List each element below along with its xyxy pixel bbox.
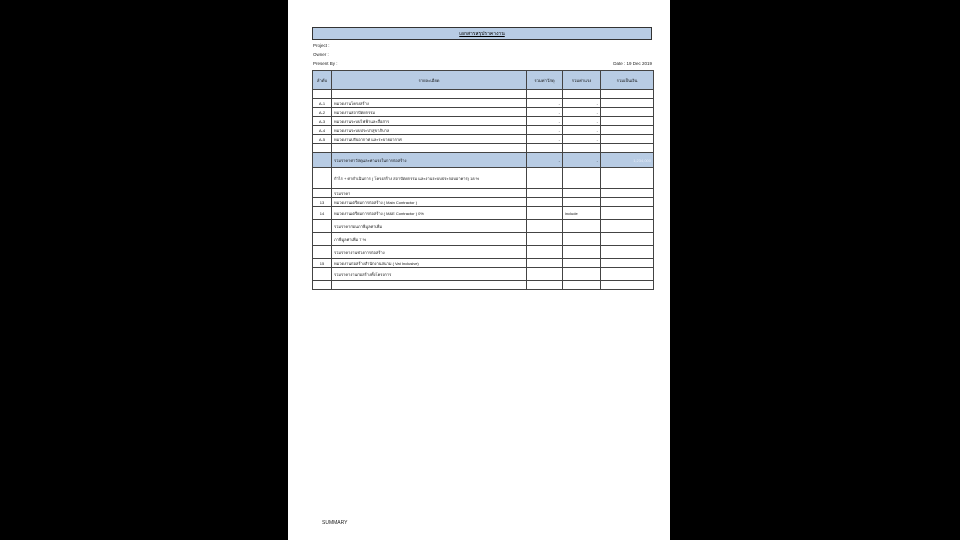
table-row [313, 126, 654, 135]
cell-labor [563, 259, 601, 268]
cell-empty [601, 281, 654, 290]
cell-labor [563, 220, 601, 233]
cell-description: หมวดงานโครงสร้าง [332, 99, 527, 108]
table-row [313, 117, 654, 126]
table-row [313, 198, 654, 207]
blank-row [313, 144, 654, 153]
cell-empty [601, 144, 654, 153]
table-header-row [313, 71, 654, 90]
cell-empty [332, 144, 527, 153]
subtotal-row [313, 153, 654, 168]
project-label: Project : [313, 43, 330, 48]
cell-empty [563, 144, 601, 153]
cell-description: รวมราคา [332, 189, 527, 198]
table-row [313, 189, 654, 198]
cell-total [601, 135, 654, 144]
header-material: รวมค่าวัสดุ [527, 71, 563, 90]
cell-total [601, 168, 654, 189]
table-row [313, 99, 654, 108]
cell-material [527, 189, 563, 198]
header-total: รวมเป็นเงิน [601, 71, 654, 90]
cell-no [313, 233, 332, 246]
owner-label: Owner : [313, 52, 329, 57]
cell-empty [527, 144, 563, 153]
cell-total [601, 189, 654, 198]
cell-description: รวมราคางานช่วงการก่อสร้าง [332, 246, 527, 259]
cell-material [527, 168, 563, 189]
cell-material: - [527, 117, 563, 126]
cell-total [601, 207, 654, 220]
document-page [288, 0, 670, 540]
table-row [313, 207, 654, 220]
cell-labor [563, 168, 601, 189]
cell-description: หมวดงานเตรียมการก่อสร้าง ( M&E Contractor ) 0% [332, 207, 527, 220]
subtotal-description: รวมราคาค่าวัสดุและค่าแรงในการก่อสร้าง [332, 153, 527, 168]
blank-row [313, 281, 654, 290]
cell-labor: include [563, 207, 601, 220]
cell-no: 13 [313, 198, 332, 207]
cell-material [527, 220, 563, 233]
cell-material [527, 268, 563, 281]
table-row [313, 108, 654, 117]
cell-no [313, 246, 332, 259]
footer-summary: SUMMARY [322, 520, 348, 526]
cell-description: หมวดงานเตรียมการก่อสร้าง ( Main Contractor ) [332, 198, 527, 207]
cell-no: A-1 [313, 99, 332, 108]
header-no: ลำดับ [313, 71, 332, 90]
cell-total [601, 108, 654, 117]
cell-empty [313, 281, 332, 290]
cell-no: A-5 [313, 135, 332, 144]
table-row [313, 246, 654, 259]
summary-table [312, 70, 654, 290]
table-row [313, 135, 654, 144]
cell-no [313, 153, 332, 168]
cell-description: หมวดงานระบบไฟฟ้าและสื่อสาร [332, 117, 527, 126]
cell-material [527, 259, 563, 268]
cell-total [601, 126, 654, 135]
cell-labor [563, 233, 601, 246]
cell-total [601, 198, 654, 207]
cell-material: - [527, 126, 563, 135]
cell-total [601, 99, 654, 108]
cell-description: รวมราคาก่อนภาษีมูลค่าเพิ่ม [332, 220, 527, 233]
cell-labor [563, 198, 601, 207]
present-by-label: Present By : [313, 61, 338, 66]
cell-description: หมวดงานปรับอากาศ และระบายอากาศ [332, 135, 527, 144]
cell-material [527, 198, 563, 207]
cell-material [527, 233, 563, 246]
subtotal-total: 1,234,000 [601, 153, 654, 168]
document-title: เอกสารสรุปราคางาน [459, 31, 505, 37]
cell-total [601, 220, 654, 233]
cell-labor [563, 268, 601, 281]
cell-labor: - [563, 117, 601, 126]
cell-labor: - [563, 126, 601, 135]
cell-no: A-2 [313, 108, 332, 117]
cell-labor [563, 246, 601, 259]
cell-description: หมวดงานก่อสร้างสำนักงานสนาม ( Vat Inclusive) [332, 259, 527, 268]
header-labor: รวมค่าแรง [563, 71, 601, 90]
cell-material: - [527, 135, 563, 144]
cell-total [601, 233, 654, 246]
cell-no [313, 220, 332, 233]
cell-material [527, 246, 563, 259]
document-title-box [312, 27, 652, 40]
cell-total [601, 117, 654, 126]
cell-description: กำไร + ค่าดำเนินการ ( โครงสร้าง สถาปัตยกรรม และงานระบบประกอบอาคาร) 18 % [332, 168, 527, 189]
cell-material: - [527, 108, 563, 117]
cell-total [601, 259, 654, 268]
cell-total [601, 268, 654, 281]
cell-description: หมวดงานสถาปัตยกรรม [332, 108, 527, 117]
cell-no [313, 189, 332, 198]
cell-labor: - [563, 99, 601, 108]
cell-no: 14 [313, 207, 332, 220]
cell-labor: - [563, 108, 601, 117]
table-row [313, 168, 654, 189]
cell-empty [313, 144, 332, 153]
cell-no [313, 268, 332, 281]
cell-total [601, 246, 654, 259]
subtotal-material: - [527, 153, 563, 168]
table-row [313, 259, 654, 268]
cell-empty [527, 281, 563, 290]
cell-description: รวมราคางานก่อสร้างทั้งโครงการ [332, 268, 527, 281]
cell-material: - [527, 99, 563, 108]
table-row [313, 220, 654, 233]
header-description: รายละเอียด [332, 71, 527, 90]
date-label: Date : 19 Dec 2019 [613, 61, 652, 66]
cell-labor [563, 189, 601, 198]
cell-empty [563, 281, 601, 290]
table-row [313, 233, 654, 246]
cell-description: หมวดงานระบบประปาสุขาภิบาล [332, 126, 527, 135]
cell-labor: - [563, 135, 601, 144]
cell-no: A-4 [313, 126, 332, 135]
subtotal-labor: - [563, 153, 601, 168]
cell-no: A-3 [313, 117, 332, 126]
table-row [313, 268, 654, 281]
cell-no: 15 [313, 259, 332, 268]
cell-empty [332, 281, 527, 290]
cell-description: ภาษีมูลค่าเพิ่ม 7 % [332, 233, 527, 246]
blank-row [313, 90, 654, 99]
cell-material [527, 207, 563, 220]
cell-no [313, 168, 332, 189]
